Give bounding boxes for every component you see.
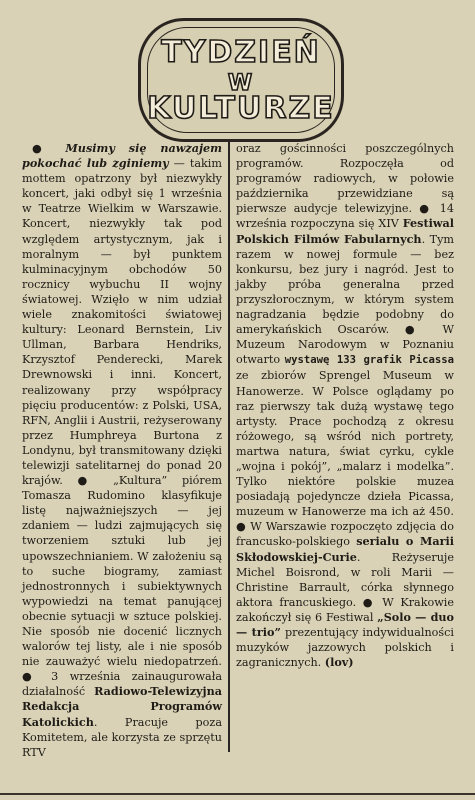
paragraph-text: „Kultura” piórem Tomasza Rudomino klasyfikuje listę najważniejszych — jej zdaniem — ludzi zajmujących się tworzeniem sztuki lub jej upowszechnianiem. W założeniu są to suche biogramy, zamiast jednostronnych i subiektywnych wypowiedzi na temat panującej obecnie sytuacji w sztuce polskiej. Nie sposób nie docenić licznych walorów tej listy, ale i nie sposób nie zauważyć wielu niedopatrzeń.	[22, 474, 222, 669]
lead-motto: Musimy się nawzajem pokochać lub zginiemy	[22, 141, 222, 171]
bullet-icon: ●	[236, 519, 247, 534]
paragraph-continued	[236, 141, 454, 670]
paragraph-concert	[22, 141, 222, 760]
bullet-icon: ●	[32, 141, 52, 155]
bullet-icon: ●	[362, 594, 376, 609]
article-column-right	[236, 141, 454, 670]
bullet-icon: ●	[404, 322, 427, 337]
bullet-icon: ●	[22, 669, 40, 684]
paragraph-text: . Pracuje poza Komitetem, ale korzysta ze sprzętu RTV	[22, 715, 222, 759]
paragraph-text: W Krakowie zakończył się 6 Festiwal	[236, 595, 454, 624]
paragraph-text: ze zbiorów Sprengel Museum w Hanowerze. W Polsce oglądamy po raz pierwszy tak dużą wystawę tego artysty. Prace pochodzą z okresu różowego, są wśród nich portrety, martwa natura, świat cyrku, cykle „wojna i pokój”, „malarz i modelka”. Tylko niektóre polskie muzea posiadają pojedyncze dzieła Picassa, muzeum w Hanowerze ma ich aż 450.	[236, 369, 454, 519]
article-column-left	[22, 141, 222, 760]
section-header-badge	[138, 18, 344, 142]
highlight-picasso-exhibition: wystawę 133 grafik Picassa	[284, 354, 454, 367]
highlight-jazz-festival: „Solo — duo — trio”	[236, 609, 454, 639]
paragraph-text: prezentujący indywidualności muzyków jazzowych polskich i zagranicznych.	[236, 626, 454, 670]
paragraph-text: oraz gościnności poszczególnych programów. Rozpoczęła od programów radiowych, w połowie października przewidziane są pierwsze audycje telewizyjne.	[236, 142, 454, 216]
paragraph-text: W Muzeum Narodowym w Poznaniu otwarto	[236, 323, 454, 367]
paragraph-text: . Tym razem w nowej formule — bez konkursu, bez jury i nagród. Jest to jakby próba generalna przed przyszłorocznym, w którym system nagradzania będzie podobny do amerykańskich Oscarów.	[236, 232, 454, 337]
bullet-icon: ●	[419, 201, 433, 216]
paragraph-text: 3 września zainaugurowała działalność	[22, 670, 223, 699]
header-title-line3: KULTURZE	[147, 91, 335, 126]
header-title-line2: W	[227, 71, 255, 96]
header-title-line1: TYDZIEŃ	[161, 35, 321, 70]
bottom-border	[0, 793, 475, 795]
highlight-film-festival: Festiwal Polskich Filmów Fabularnych	[236, 216, 454, 246]
highlight-curie-series: serialu o Marii Skłodowskiej-Curie	[236, 534, 454, 564]
author-signature: (lov)	[324, 655, 354, 670]
paragraph-text: . Reżyseruje Michel Boisrond, w roli Marii — Christine Barrault, córka słynnego aktora francuskiego.	[236, 550, 454, 609]
column-divider	[228, 140, 230, 752]
highlight-editorial-office: Radiowo-Telewizyjna Redakcja Programów Katolickich	[22, 684, 222, 729]
paragraph-text: W Warszawie rozpoczęto zdjęcia do francusko-polskiego	[236, 520, 454, 549]
bullet-icon: ●	[77, 473, 99, 488]
paragraph-text: — takim mottem opatrzony był niezwykły koncert, jaki odbył się 1 września w Teatrze Wielkim w Warszawie. Koncert, niezwykły tak pod względem artystycznym, jak i moralnym — był punktem kulminacyjnym obchodów 50 rocznicy wybuchu II wojny światowej. Wzięło w nim udział wiele znakomitości światowej kultury: Leonard Bernstein, Liv Ullman, Barbara Hendriks, Krzysztof Penderecki, Marek Drewnowski i inni. Koncert, realizowany przy współpracy pięciu producentów: z Polski, USA, RFN, Anglii i Austrii, reżyserowany przez Humphreya Burtona z Londynu, był transmitowany dzięki telewizji satelitarnej do ponad 20 krajów.	[22, 157, 222, 488]
paragraph-text: 14 września rozpoczyna się XIV	[236, 202, 454, 231]
